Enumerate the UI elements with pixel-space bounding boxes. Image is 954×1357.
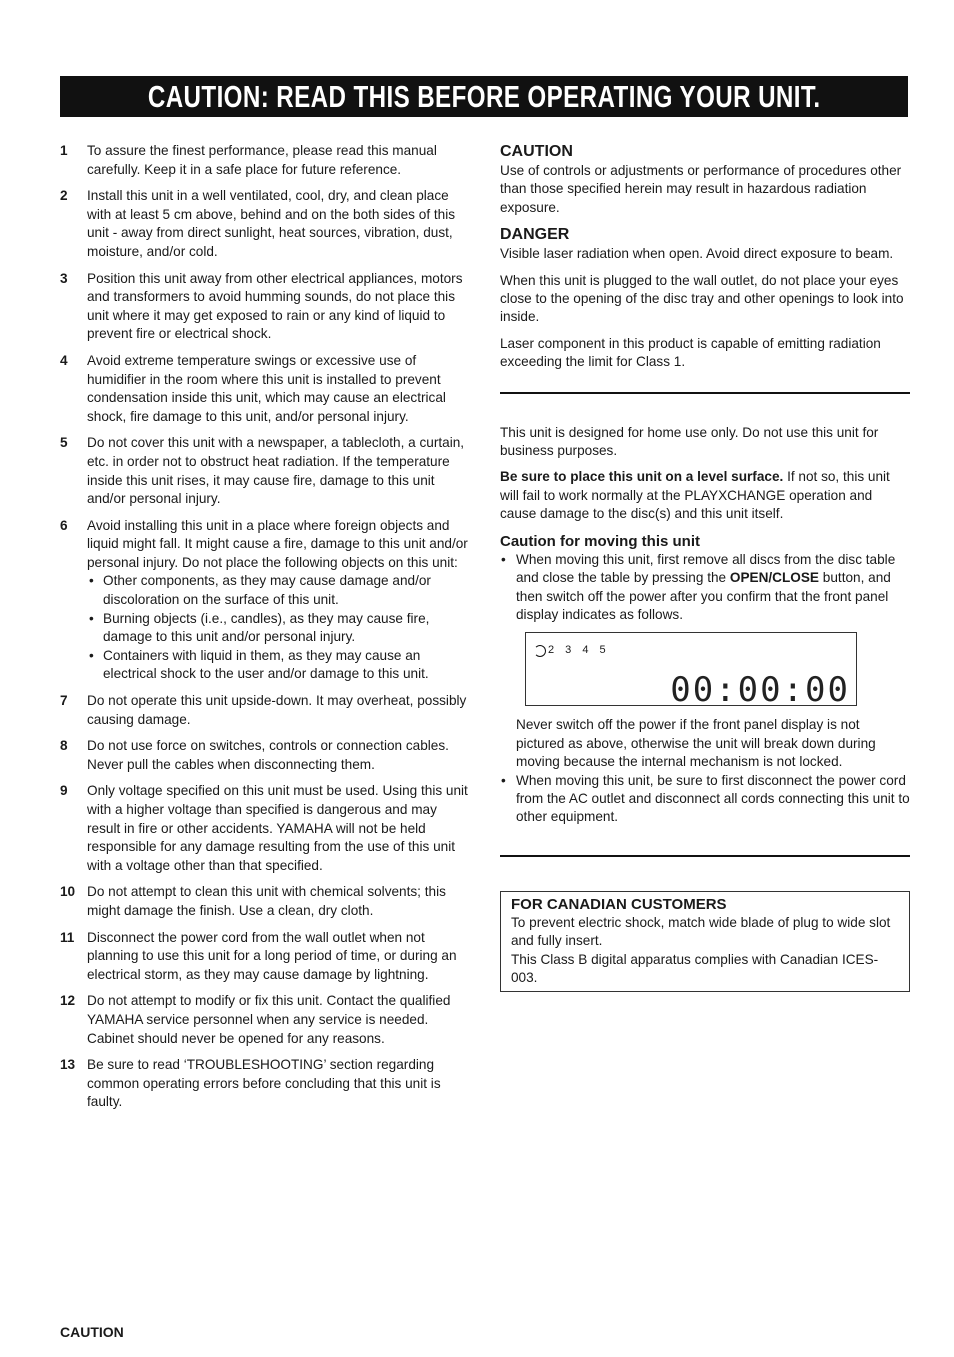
list-item: 7 Do not operate this unit upside-down. It may overheat, possibly causing damage. [60,693,467,727]
list-item: 4 Avoid extreme temperature swings or excessive use of humidifier in the room where this unit is installed to prevent condensation inside this unit, which may cause an electrical shock, fire damage to this unit, and/or personal injury. [60,352,446,424]
sub-list-item: • Other components, as they may cause damage and/or discoloration on the surface of this unit. [87,572,470,609]
level-surface-note: Be sure to place this unit on a level surface. If not so, this unit will fail to work normally at the PLAYXCHANGE operation and cause damage to the disc(s) and this unit itself. [500,469,890,522]
caution-text: Use of controls or adjustments or performance of procedures other than those specified herein may result in hazardous radiation exposure. [500,163,902,215]
footer-label: CAUTION [60,1324,124,1340]
list-item: 2 Install this unit in a well ventilated, cool, dry, and clean place with at least 5 cm above, behind and on the both sides of this unit - away from direct sunlight, heat sources, vibration, dust, moisture, and/or cold. [60,188,456,259]
canadian-customers-box [500,891,910,993]
list-item: 1 To assure the finest performance, please read this manual carefully. Keep it in a safe place for future reference. [60,143,437,177]
list-item: • When moving this unit, be sure to first disconnect the power cord from the AC outlet and disconnect all cords connecting this unit to other equipment. [500,772,910,827]
objects-sublist [87,572,470,684]
banner-title: CAUTION: READ THIS BEFORE OPERATING YOUR UNIT. [147,78,821,114]
canada-heading: FOR CANADIAN CUSTOMERS [511,895,727,913]
canada-line-1: To prevent electric shock, match wide blade of plug to wide slot and fully insert. [511,914,891,949]
list-item: 13 Be sure to read ‘TROUBLESHOOTING’ section regarding common operating errors before concluding that this unit is faulty. [60,1057,441,1110]
plugged-warning: When this unit is plugged to the wall outlet, do not place your eyes close to the opening of the disc tray and other openings to look into inside. [500,272,904,325]
list-item: • When moving this unit, first remove all discs from the disc table and close the table by pressing the OPEN/CLOSE button, and then switch off the power after you confirm that the front panel display indicates as follows. 2 3 4 5 00:00:00 Never switch off the power if the front panel display is not pictured as above, otherwise the unit will break down during moving because the internal mechanism is not locked. [500,551,910,772]
caution-banner [60,76,908,117]
list-item: 6 Avoid installing this unit in a place where foreign objects and liquid might fall. It might cause a fire, damage to this unit and/or personal injury. Do not place the following objects on this unit: • Other components, as they may cause damage and/or discoloration on the surface of this unit. • Burning objects (i.e., candles), as they may cause fire, damage to this unit and/or personal injury. • Containers with liquid in them, as they may cause an electrical shock to the user and/or damage to this unit. [60,517,470,684]
list-item: 12 Do not attempt to modify or fix this unit. Contact the qualified YAMAHA service personnel when any service is needed. Cabinet should never be opened for any reasons. [60,993,451,1046]
front-panel-display [525,632,857,710]
list-item: 10 Do not attempt to clean this unit with chemical solvents; this might damage the finish. Use a clean, dry cloth. [60,884,446,918]
list-item: 9 Only voltage specified on this unit must be used. Using this unit with a higher voltage than specified is dangerous and may result in fire or other accidents. YAMAHA will not be held responsible for any damage resulting from the use of this unit with a voltage other than that specified. [60,783,468,873]
disc-indicators: 2 3 4 5 [534,641,610,659]
safety-instructions-list [60,142,470,1120]
list-item: 8 Do not use force on switches, controls or connection cables. Never pull the cables when disconnecting them. [60,738,449,772]
time-readout: 00:00:00 [670,669,850,710]
moving-list [500,551,910,827]
list-item: 3 Position this unit away from other electrical appliances, motors and transformers to avoid humming sounds, do not place this unit where it may get exposed to rain or any kind of liquid to prevent fire or electrical shock. [60,270,463,342]
sub-list-item: • Burning objects (i.e., candles), as they may cause fire, damage to this unit and/or personal injury. [87,610,470,647]
sub-list-item: • Containers with liquid in them, as they may cause an electrical shock to the user and/or damage to this unit. [87,647,470,684]
divider [500,855,910,857]
divider [500,392,910,394]
right-column [500,142,910,992]
disc-icon [534,645,546,657]
moving-warning: Never switch off the power if the front panel display is not pictured as above, otherwise the unit will break down during moving because the internal mechanism is not locked. [516,717,876,770]
danger-text: Visible laser radiation when open. Avoid direct exposure to beam. [500,246,894,262]
canada-line-2: This Class B digital apparatus complies with Canadian ICES-003. [511,951,879,985]
moving-heading: Caution for moving this unit [500,532,700,550]
laser-warning: Laser component in this product is capable of emitting radiation exceeding the limit for Class 1. [500,335,881,370]
home-use-note: This unit is designed for home use only. Do not use this unit for business purposes. [500,424,879,459]
list-item: 11 Disconnect the power cord from the wall outlet when not planning to use this unit for a long period of time, or during an electrical storm, as they may cause damage by lightning. [60,929,457,982]
list-item: 5 Do not cover this unit with a newspaper, a tablecloth, a curtain, etc. in order not to obstruct heat radiation. If the temperature inside this unit rises, it may cause fire, damage to this unit and/or personal injury. [60,435,465,507]
caution-heading: CAUTION [500,143,573,160]
danger-heading: DANGER [500,226,570,244]
